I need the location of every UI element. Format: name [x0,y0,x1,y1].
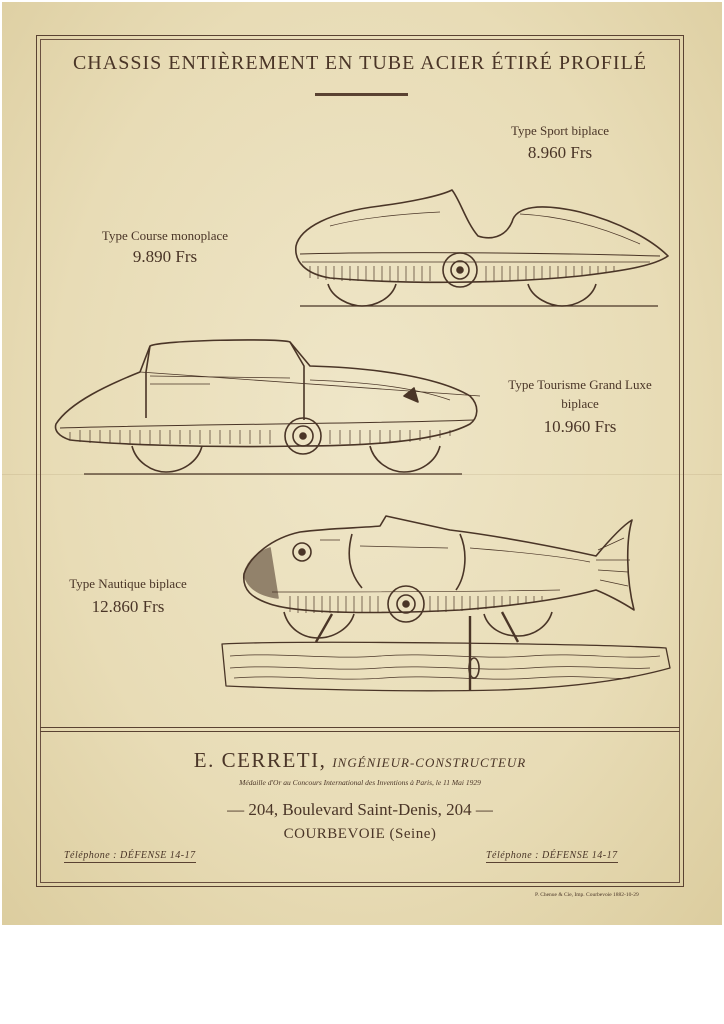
maker-line [40,748,680,773]
city: COURBEVOIE (Seine) [283,826,437,842]
model-price-tourisme: 10.960 Frs [543,417,617,436]
model-label-tourisme-line2: biplace [561,396,599,411]
headline: CHASSIS ENTIÈREMENT EN TUBE ACIER ÉTIRÉ PROFILÉ [72,52,648,74]
footer-divider-bottom [40,731,680,732]
nautique-biplace-fish-illustration [222,516,670,691]
model-label-tourisme: Type Tourisme Grand Luxe [508,377,652,392]
medal-note: Médaille d'Or au Concours International des Inventions à Paris, le 11 Mai 1929 [239,778,481,787]
model-price-course: 9.890 Frs [132,247,198,266]
model-label-sport: Type Sport biplace [510,123,609,138]
printer-mark: P. Chenue & Cie, Imp. Courbevoie 1882-10-29 [535,892,639,898]
model-label-course: Type Course monoplace [101,228,229,243]
maker-role: INGÉNIEUR-CONSTRUCTEUR [332,755,527,770]
phone-left: Téléphone : DÉFENSE 14-17 [64,850,196,861]
footer-divider-top [40,727,680,728]
sport-biplace-car-illustration [296,190,668,306]
maker-name: E. CERRETI, [193,748,327,772]
address: — 204, Boulevard Saint-Denis, 204 — [227,800,493,819]
model-price-nautique: 12.860 Frs [91,597,165,616]
model-price-sport: 8.960 Frs [527,143,593,162]
model-label-nautique: Type Nautique biplace [69,576,187,591]
phone-right: Téléphone : DÉFENSE 14-17 [486,850,618,861]
tourisme-grand-luxe-car-illustration [56,340,480,474]
